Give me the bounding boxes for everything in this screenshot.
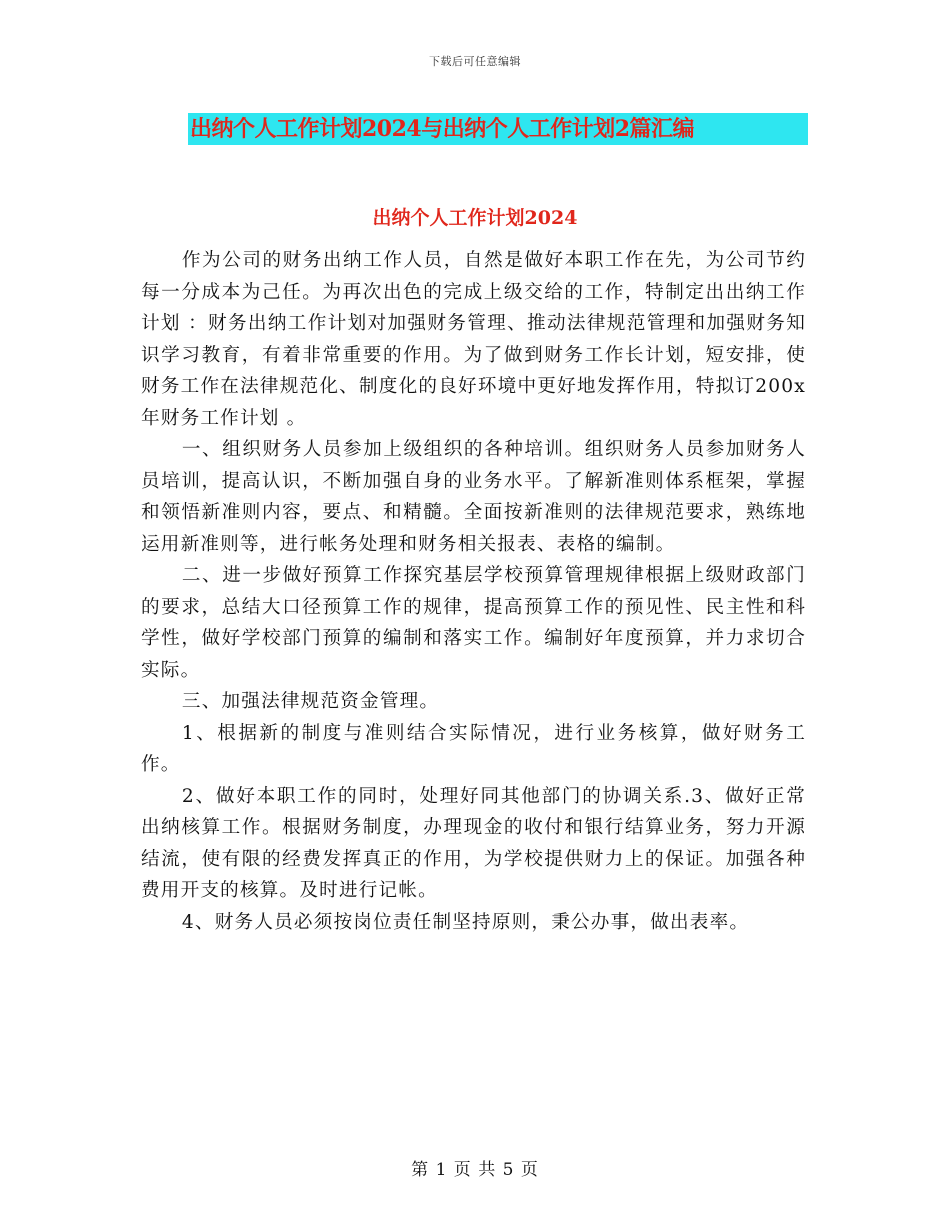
paragraph-sub-4: 4、财务人员必须按岗位责任制坚持原则，秉公办事，做出表率。 [181,911,750,933]
page-number-footer: 第 1 页 共 5 页 [411,1160,539,1180]
paragraph-sub-1: 1、根据新的制度与准则结合实际情况，进行业务核算，做好财务工作。 [141,722,806,775]
paragraph-item-3: 三、加强法律规范资金管理。 [181,691,440,712]
paragraph-item-2: 二、进一步做好预算工作探究基层学校预算管理规律根据上级财政部门的要求，总结大口径预算工作的规律，提高预算工作的预见性、民主性和科学性，做好学校部门预算的编制和落实工作。编制好年度预算，并力求切合实际。 [141,565,806,681]
document-body [141,245,806,938]
paragraph-sub-2: 2、做好本职工作的同时，处理好同其他部门的协调关系.3、做好正常出纳核算工作。根据财务制度，办理现金的收付和银行结算业务，努力开源结流，使有限的经费发挥真正的作用，为学校提供财力上的保证。加强各种费用开支的核算。及时进行记帐。 [141,785,806,901]
header-note: 下载后可任意编辑 [429,55,521,68]
paragraph-intro: 作为公司的财务出纳工作人员，自然是做好本职工作在先，为公司节约每一分成本为己任。为再次出色的完成上级交给的工作，特制定出出纳工作计划 ：财务出纳工作计划对加强财务管理、推动法律规范管理和加强财务知识学习教育，有着非常重要的作用。为了做到财务工作长计划，短安排，使财务工作在法律规范化、制度化的良好环境中更好地发挥作用，特拟订200x年财务工作计划 。 [141,250,806,429]
section-title: 出纳个人工作计划2024 [372,207,578,229]
paragraph-item-1: 一、组织财务人员参加上级组织的各种培训。组织财务人员参加财务人员培训，提高认识，不断加强自身的业务水平。了解新准则体系框架，掌握和领悟新准则内容，要点、和精髓。全面按新准则的法律规范要求，熟练地运用新准则等，进行帐务处理和财务相关报表、表格的编制。 [141,439,806,555]
document-title: 出纳个人工作计划2024与出纳个人工作计划2篇汇编 [190,116,695,142]
